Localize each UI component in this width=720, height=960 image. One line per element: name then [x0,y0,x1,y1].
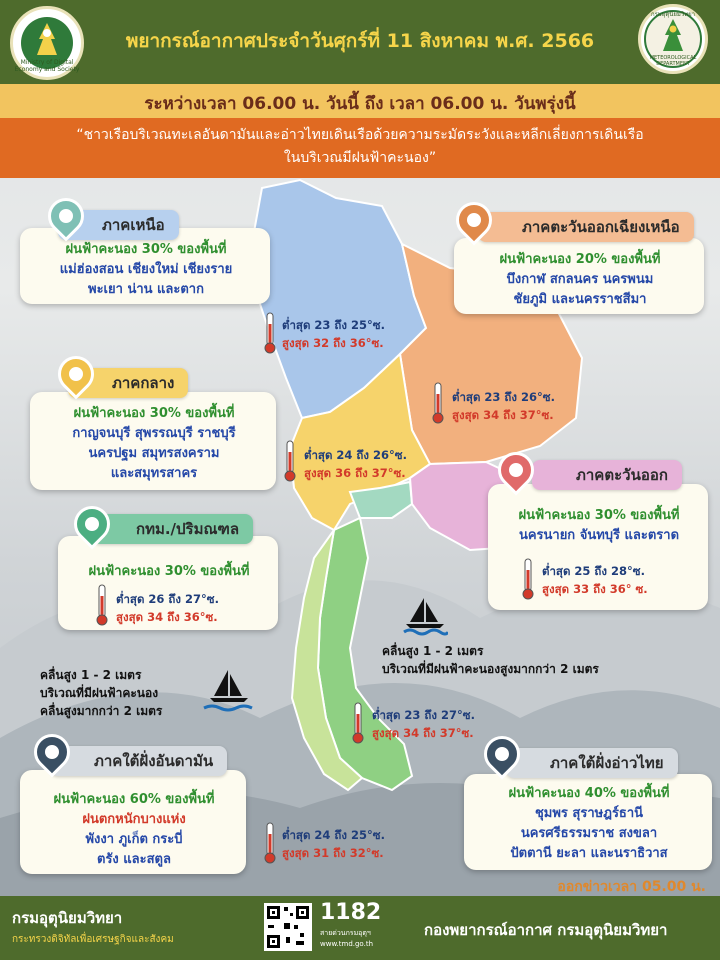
central-label: ภาคกลาง [68,368,188,398]
north-card-text [32,240,260,300]
south-gulf-temp-low: ต่ำสุด 23 ถึง 27°ซ. [372,708,475,722]
south-gulf-rain: ฝนฟ้าคะนอง 40% ของพื้นที่ [508,786,670,801]
andaman-wave-note [40,666,162,720]
south-andaman-temp [282,826,385,862]
central-areas-1: กาญจนบุรี สุพรรณบุรี ราชบุรี [72,426,236,441]
south-andaman-card-text [32,790,236,870]
period-bar [0,84,720,118]
central-areas-2: นครปฐม สมุทรสงคราม [88,446,220,461]
central-temp [304,446,407,482]
thermometer-icon [432,382,444,424]
central-card-text [42,404,266,484]
gulf-wave-line-1: คลื่นสูง 1 - 2 เมตร [382,644,484,658]
south-andaman-label: ภาคใต้ฝั่งอันดามัน [50,746,227,776]
footer-department: กรมอุตุนิยมวิทยา [12,909,123,927]
south-andaman-card [20,770,246,874]
marine-warning-line-1: “ชาวเรือบริเวณทะเลอันดามันและอ่าวไทยเดินเรือด้วยความระมัดระวังและหลีกเลี่ยงการเดินเรือ [76,127,644,143]
north-label: ภาคเหนือ [58,210,179,240]
bangkok-temp [116,590,219,626]
central-temp-high: สูงสุด 36 ถึง 37°ซ. [304,466,406,480]
south-andaman-temp-low: ต่ำสุด 24 ถึง 25°ซ. [282,828,385,842]
south-gulf-areas-2: นครศรีธรรมราช สงขลา [520,826,658,841]
central-card [30,392,276,490]
gulf-wave-line-2: บริเวณที่มีฝนฟ้าคะนองสูงมากกว่า 2 เมตร [382,662,599,676]
tmd-logo-top-text: กรมอุตุนิยมวิทยา [650,11,696,18]
northeast-card-text [466,250,694,310]
hotline-number: 1182 [320,900,382,925]
bangkok-label: กทม./ปริมณฑล [92,514,253,544]
east-card-text [500,506,698,546]
central-temp-low: ต่ำสุด 24 ถึง 26°ซ. [304,448,407,462]
thermometer-icon [264,312,276,354]
northeast-temp-low: ต่ำสุด 23 ถึง 26°ซ. [452,390,555,404]
north-temp-high: สูงสุด 32 ถึง 36°ซ. [282,336,384,350]
south-gulf-temp [372,706,475,742]
east-areas-1: นครนายก จันทบุรี และตราด [518,528,680,543]
bangkok-temp-high: สูงสุด 34 ถึง 36°ซ. [116,610,218,624]
central-rain: ฝนฟ้าคะนอง 30% ของพื้นที่ [73,406,235,421]
thermometer-icon [264,822,276,864]
marine-warning-line-2: ในบริเวณมีฝนฟ้าคะนอง” [283,150,437,166]
north-areas-1: แม่ฮ่องสอน เชียงใหม่ เชียงราย [59,262,233,277]
qr-code-icon[interactable] [264,903,312,951]
thermometer-icon [284,440,296,482]
ministry-logo [10,6,84,80]
hotline-label: สายด่วนกรมอุตุฯ [320,929,371,937]
andaman-wave-line-1: คลื่นสูง 1 - 2 เมตร [40,668,142,682]
thermometer-icon [96,584,108,626]
east-temp-high: สูงสุด 33 ถึง 36° ซ. [542,582,648,596]
south-andaman-areas-2: ตรัง และสตูล [97,852,171,867]
east-label: ภาคตะวันออก [532,460,682,490]
east-rain: ฝนฟ้าคะนอง 30% ของพื้นที่ [518,508,680,523]
east-temp [542,562,648,598]
marine-warning-banner [0,118,720,178]
northeast-label: ภาคตะวันออกเฉียงเหนือ [478,212,694,242]
forecast-period: ระหว่างเวลา 06.00 น. วันนี้ ถึง เวลา 06.00 น. วันพรุ่งนี้ [144,94,576,114]
footer-division: กองพยากรณ์อากาศ กรมอุตุนิยมวิทยา [424,921,668,939]
thermometer-icon [352,702,364,744]
ministry-logo-text: Ministry of Digital Economy and Society [14,59,80,73]
bangkok-temp-low: ต่ำสุด 26 ถึง 27°ซ. [116,592,219,606]
sailboat-icon [402,596,448,636]
sailboat-icon [202,668,256,712]
tmd-logo-text: METEOROLOGICAL DEPARTMENT [649,55,697,67]
bangkok-rain: ฝนฟ้าคะนอง 30% ของพื้นที่ [88,564,250,579]
north-temp [282,316,385,352]
issued-time: ออกข่าวเวลา 05.00 น. [557,879,706,895]
south-andaman-heavy: ฝนตกหนักบางแห่ง [82,812,186,827]
website-link[interactable]: www.tmd.go.th [320,940,373,948]
andaman-wave-line-2: บริเวณที่มีฝนฟ้าคะนอง [40,686,159,700]
south-gulf-label: ภาคใต้ฝั่งอ่าวไทย [506,748,678,778]
tmd-logo [638,4,708,74]
south-gulf-areas-1: ชุมพร สุราษฎร์ธานี [534,806,644,821]
gulf-wave-note [382,642,599,678]
south-gulf-card-text [476,784,702,864]
header-bar [0,0,720,84]
page-title: พยากรณ์อากาศประจำวันศุกร์ที่ 11 สิงหาคม พ.ศ. 2566 [125,30,595,52]
north-areas-2: พะเยา น่าน และตาก [88,282,204,297]
north-temp-low: ต่ำสุด 23 ถึง 25°ซ. [282,318,385,332]
footer-bar [0,896,720,960]
thermometer-icon [522,558,534,600]
marine-warning-text [16,124,704,170]
east-temp-low: ต่ำสุด 25 ถึง 28°ซ. [542,564,645,578]
northeast-temp [452,388,555,424]
northeast-temp-high: สูงสุด 34 ถึง 37°ซ. [452,408,554,422]
south-gulf-card [464,774,712,870]
northeast-areas-1: บึงกาฬ สกลนคร นครพนม [506,272,654,287]
bangkok-card-text [70,562,268,582]
north-rain: ฝนฟ้าคะนอง 30% ของพื้นที่ [65,242,227,257]
south-gulf-areas-3: ปัตตานี ยะลา และนราธิวาส [510,846,668,861]
south-andaman-temp-high: สูงสุด 31 ถึง 32°ซ. [282,846,384,860]
footer-ministry: กระทรวงดิจิทัลเพื่อเศรษฐกิจและสังคม [12,934,174,945]
south-andaman-rain: ฝนฟ้าคะนอง 60% ของพื้นที่ [53,792,215,807]
northeast-areas-2: ชัยภูมิ และนครราชสีมา [513,292,647,307]
northeast-card [454,238,704,314]
andaman-wave-line-3: คลื่นสูงมากกว่า 2 เมตร [40,704,163,718]
northeast-rain: ฝนฟ้าคะนอง 20% ของพื้นที่ [499,252,661,267]
central-areas-3: และสมุทรสาคร [110,466,198,481]
south-andaman-areas-1: พังงา ภูเก็ต กระบี่ [85,832,183,847]
south-gulf-temp-high: สูงสุด 34 ถึง 37°ซ. [372,726,474,740]
